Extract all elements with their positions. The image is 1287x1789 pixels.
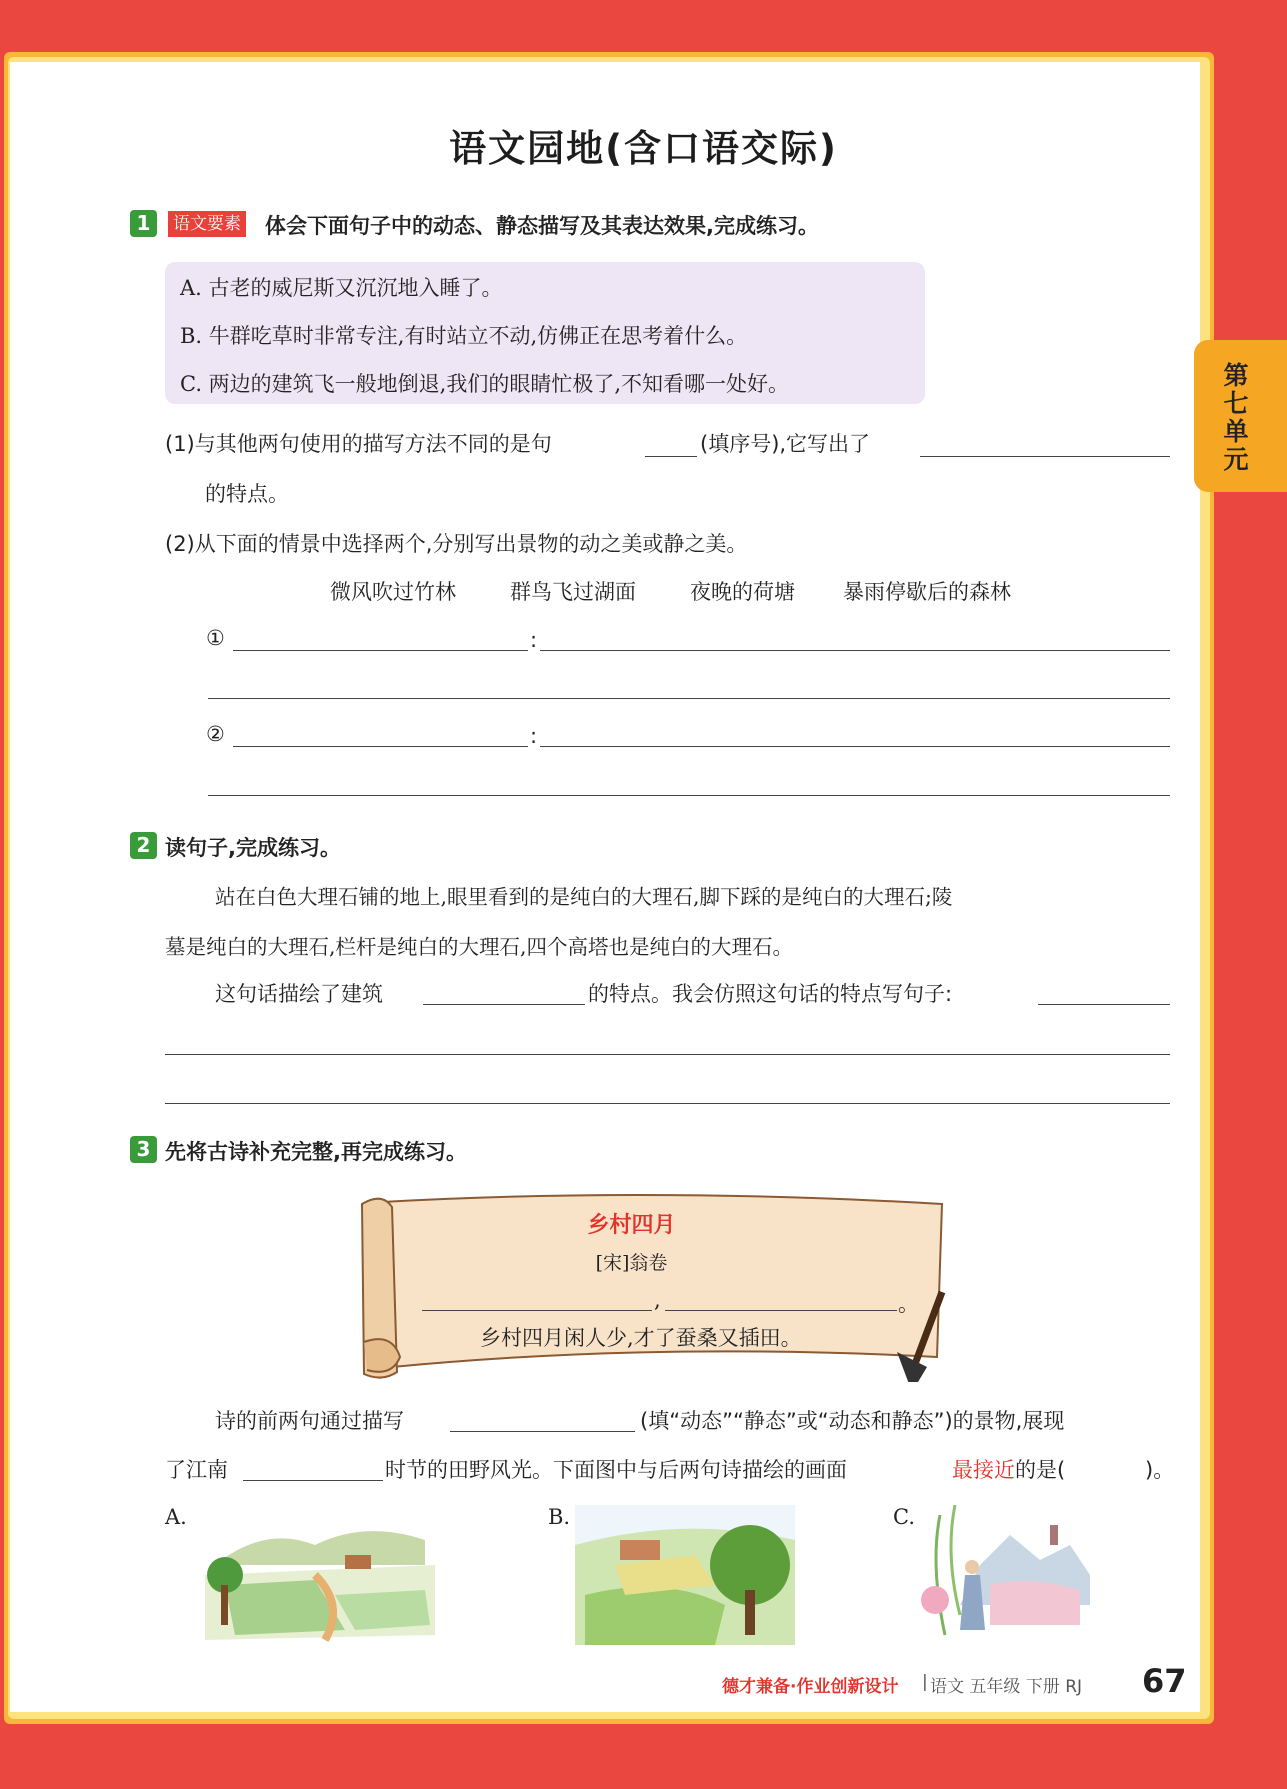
sentence-b: B. 牛群吃草时非常专注,有时站立不动,仿佛正在思考着什么。 bbox=[180, 324, 748, 348]
q2-task-a: 这句话描绘了建筑 bbox=[215, 982, 383, 1006]
unit-side-tab bbox=[1194, 340, 1287, 492]
q3-task-line1-a: 诗的前两句通过描写 bbox=[215, 1409, 404, 1433]
page-number: 67 bbox=[1142, 1662, 1187, 1700]
question-1-tag: 语文要素 bbox=[168, 211, 246, 237]
poem-blank-line-1a[interactable] bbox=[422, 1310, 652, 1311]
q2-passage-line-2: 墓是纯白的大理石,栏杆是纯白的大理石,四个高塔也是纯白的大理石。 bbox=[165, 935, 794, 959]
question-2-number: 2 bbox=[130, 832, 157, 859]
scene-3: 夜晚的荷塘 bbox=[690, 580, 795, 604]
poem-author: [宋]翁卷 bbox=[595, 1252, 668, 1274]
scene-4: 暴雨停歇后的森林 bbox=[843, 580, 1011, 604]
q2-task-b: 的特点。我会仿照这句话的特点写句子: bbox=[588, 982, 953, 1006]
answer-2-colon: : bbox=[530, 724, 538, 748]
answer-2-mark: ② bbox=[206, 722, 225, 746]
q3-task-line2-emphasis: 最接近 bbox=[952, 1458, 1015, 1482]
poem-blank-line-1b[interactable] bbox=[665, 1310, 897, 1311]
poem-comma: , bbox=[654, 1288, 661, 1312]
question-3-number: 3 bbox=[130, 1136, 157, 1163]
footer-brand: 德才兼备·作业创新设计 bbox=[722, 1677, 899, 1697]
answer-1-scene-blank[interactable] bbox=[233, 650, 528, 651]
page-title: 语文园地(含口语交际) bbox=[449, 127, 838, 170]
sentence-c: C. 两边的建筑飞一般地倒退,我们的眼睛忙极了,不知看哪一处好。 bbox=[180, 372, 790, 396]
footer-divider: | bbox=[922, 1672, 928, 1692]
poem-period: 。 bbox=[898, 1292, 919, 1316]
answer-1-line-1[interactable] bbox=[540, 650, 1170, 651]
option-c-label: C. bbox=[893, 1505, 915, 1529]
q1-sub1-blank-feature[interactable] bbox=[920, 456, 1170, 457]
answer-1-mark: ① bbox=[206, 626, 225, 650]
q1-sub1-text-c: 的特点。 bbox=[205, 482, 289, 506]
q3-blank-describe[interactable] bbox=[450, 1431, 635, 1432]
question-3-heading: 先将古诗补充完整,再完成练习。 bbox=[165, 1140, 467, 1164]
option-b-label: B. bbox=[548, 1505, 571, 1529]
option-a-image[interactable] bbox=[195, 1505, 445, 1645]
q3-blank-season[interactable] bbox=[243, 1480, 383, 1481]
q2-answer-line-2[interactable] bbox=[165, 1054, 1170, 1055]
scene-2: 群鸟飞过湖面 bbox=[510, 580, 636, 604]
poem-line-2: 乡村四月闲人少,才了蚕桑又插田。 bbox=[480, 1326, 802, 1350]
answer-2-line-2[interactable] bbox=[208, 795, 1170, 796]
answer-2-scene-blank[interactable] bbox=[233, 746, 528, 747]
option-c-image[interactable] bbox=[920, 1505, 1090, 1645]
q2-answer-line-1[interactable] bbox=[1038, 1004, 1170, 1005]
q1-sub1-blank-sentence[interactable] bbox=[645, 456, 697, 457]
q3-task-line2-b: 时节的田野风光。下面图中与后两句诗描绘的画面 bbox=[385, 1458, 847, 1482]
poem-title: 乡村四月 bbox=[587, 1213, 676, 1238]
unit-side-tab-label: 第七单元 bbox=[1223, 361, 1249, 474]
option-a-label: A. bbox=[165, 1505, 187, 1529]
answer-1-colon: : bbox=[530, 628, 538, 652]
q2-answer-line-3[interactable] bbox=[165, 1103, 1170, 1104]
answer-2-line-1[interactable] bbox=[540, 746, 1170, 747]
sentence-a: A. 古老的威尼斯又沉沉地入睡了。 bbox=[180, 276, 503, 300]
q1-sub2-text: (2)从下面的情景中选择两个,分别写出景物的动之美或静之美。 bbox=[165, 532, 748, 556]
scene-1: 微风吹过竹林 bbox=[330, 580, 456, 604]
footer-info: 语文 五年级 下册 RJ bbox=[930, 1677, 1083, 1697]
q2-blank-feature[interactable] bbox=[423, 1004, 585, 1005]
option-b-image[interactable] bbox=[575, 1505, 795, 1645]
q1-sub1-text-b: (填序号),它写出了 bbox=[700, 432, 871, 456]
question-1-heading: 体会下面句子中的动态、静态描写及其表达效果,完成练习。 bbox=[265, 214, 819, 238]
q3-task-line2-c: 的是( bbox=[1015, 1458, 1066, 1482]
q3-task-line2-a: 了江南 bbox=[165, 1458, 228, 1482]
q2-passage-line-1: 站在白色大理石铺的地上,眼里看到的是纯白的大理石,脚下踩的是纯白的大理石;陵 bbox=[215, 885, 953, 909]
q1-sub1-text-a: (1)与其他两句使用的描写方法不同的是句 bbox=[165, 432, 552, 456]
question-2-heading: 读句子,完成练习。 bbox=[165, 836, 341, 860]
question-1-number: 1 bbox=[130, 210, 157, 237]
answer-1-line-2[interactable] bbox=[208, 698, 1170, 699]
q3-task-line2-d: )。 bbox=[1145, 1458, 1175, 1482]
q3-task-line1-b: (填“动态”“静态”或“动态和静态”)的景物,展现 bbox=[640, 1409, 1065, 1433]
